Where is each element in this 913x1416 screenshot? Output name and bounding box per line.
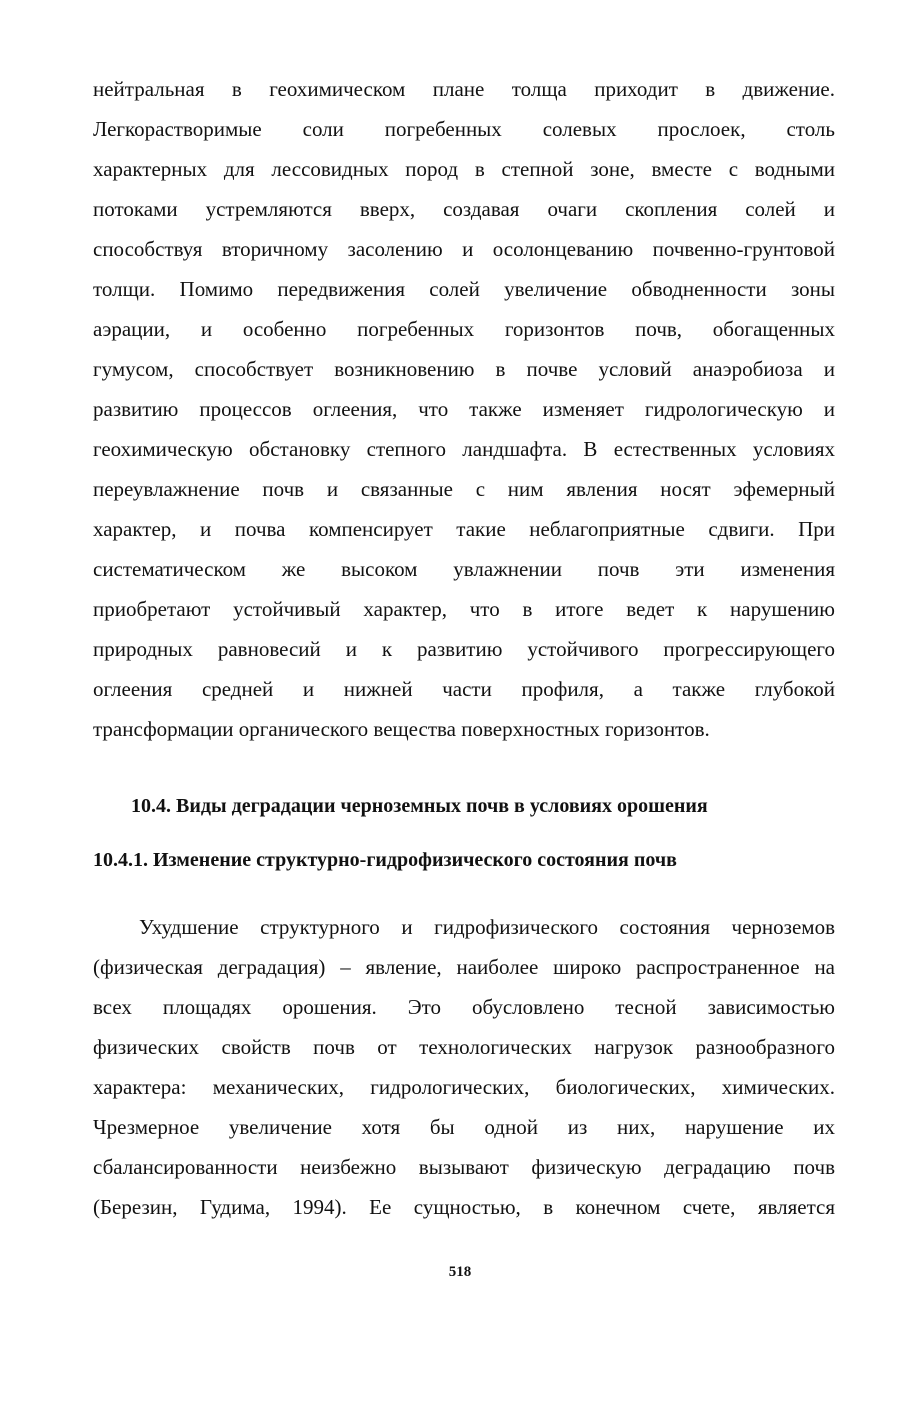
text-line: (физическая деградация) – явление, наиболее широко распространенное на bbox=[93, 955, 835, 979]
page-number: 518 bbox=[448, 1264, 472, 1280]
subsection-heading: 10.4.1. Изменение структурно-гидрофизического состояния почв bbox=[93, 849, 677, 871]
text-line: систематическом же высоком увлажнении почв эти изменения bbox=[93, 557, 835, 581]
text-line: трансформации органического вещества поверхностных горизонтов. bbox=[93, 717, 710, 741]
text-line: всех площадях орошения. Это обусловлено тесной зависимостью bbox=[93, 995, 835, 1019]
section-heading: 10.4. Виды деградации черноземных почв в условиях орошения bbox=[131, 795, 708, 817]
text-line: приобретают устойчивый характер, что в итоге ведет к нарушению bbox=[93, 597, 835, 621]
text-line: Ухудшение структурного и гидрофизического состояния черноземов bbox=[139, 915, 835, 939]
text-line: Легкорастворимые соли погребенных солевых прослоек, столь bbox=[93, 117, 835, 141]
text-line: способствуя вторичному засолению и осолонцеванию почвенно-грунтовой bbox=[93, 237, 835, 261]
body-paragraph-2 bbox=[93, 907, 835, 1227]
text-line: аэрации, и особенно погребенных горизонтов почв, обогащенных bbox=[93, 317, 835, 341]
text-line: Чрезмерное увеличение хотя бы одной из них, нарушение их bbox=[93, 1115, 835, 1139]
text-line: геохимическую обстановку степного ландшафта. В естественных условиях bbox=[93, 437, 835, 461]
text-line: характер, и почва компенсирует такие неблагоприятные сдвиги. При bbox=[93, 517, 835, 541]
text-line: характерных для лессовидных пород в степной зоне, вместе с водными bbox=[93, 157, 835, 181]
text-line: толщи. Помимо передвижения солей увеличение обводненности зоны bbox=[93, 277, 835, 301]
text-line: (Березин, Гудима, 1994). Ее сущностью, в конечном счете, является bbox=[93, 1195, 835, 1219]
body-paragraph-1 bbox=[93, 69, 835, 749]
text-line: характера: механических, гидрологических, биологических, химических. bbox=[93, 1075, 835, 1099]
text-line: гумусом, способствует возникновению в почве условий анаэробиоза и bbox=[93, 357, 835, 381]
text-line: физических свойств почв от технологических нагрузок разнообразного bbox=[93, 1035, 835, 1059]
text-line: переувлажнение почв и связанные с ним явления носят эфемерный bbox=[93, 477, 835, 501]
text-line: нейтральная в геохимическом плане толща приходит в движение. bbox=[93, 77, 835, 101]
text-line: сбалансированности неизбежно вызывают физическую деградацию почв bbox=[93, 1155, 835, 1179]
text-line: потоками устремляются вверх, создавая очаги скопления солей и bbox=[93, 197, 835, 221]
text-line: развитию процессов оглеения, что также изменяет гидрологическую и bbox=[93, 397, 835, 421]
text-line: природных равновесий и к развитию устойчивого прогрессирующего bbox=[93, 637, 835, 661]
text-line: оглеения средней и нижней части профиля, а также глубокой bbox=[93, 677, 835, 701]
